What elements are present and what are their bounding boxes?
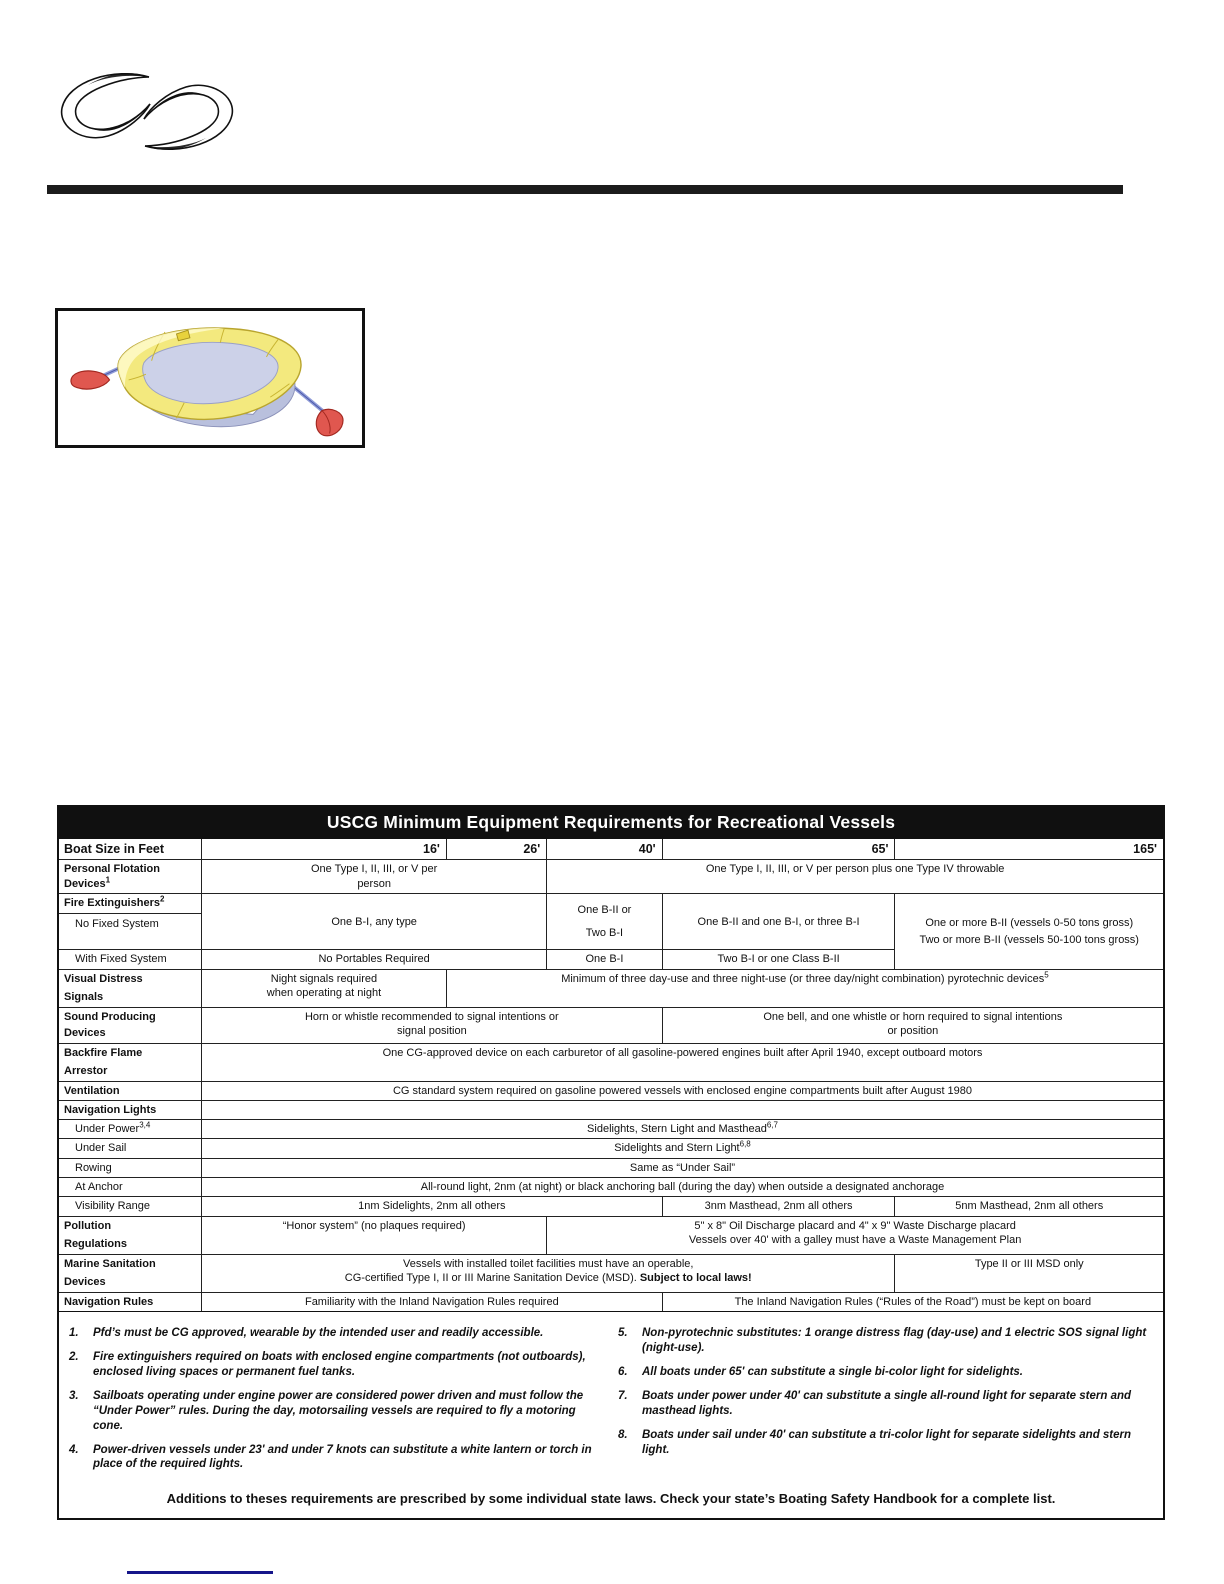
- row-label-pfd: [59, 860, 202, 894]
- cell-marine-main: [202, 1254, 895, 1292]
- label-sub: No Fixed System: [75, 917, 159, 930]
- label-line: Regulations: [64, 1238, 127, 1251]
- cell-line: One Type I, II, III, or V per: [310, 863, 438, 876]
- size-40: 40': [547, 839, 662, 860]
- cell-fire-165: [895, 894, 1163, 969]
- row-label-navigation-rules: Navigation Rules: [59, 1292, 202, 1311]
- boat-size-label: Boat Size in Feet: [59, 839, 202, 860]
- cell-at-anchor: All-round light, 2nm (at night) or black anchoring ball (during the day) when outside a designated anchorage: [202, 1178, 1163, 1197]
- table-row: [59, 1081, 1163, 1100]
- footnote-item: 6. All boats under 65' can substitute a single bi-color light for sidelights.: [618, 1365, 1024, 1378]
- cell-pfd-large: One Type I, II, III, or V per person plus one Type IV throwable: [547, 860, 1163, 894]
- row-label-fire-extinguishers: [59, 894, 202, 950]
- table-row: [59, 1254, 1163, 1292]
- footnotes-left-column: [69, 1326, 604, 1482]
- cell-line: CG-certified Type I, II or III Marine Sanitation Device (MSD). Subject to local laws!: [344, 1271, 752, 1284]
- row-label-pollution: [59, 1216, 202, 1254]
- table-row: [59, 1139, 1163, 1158]
- row-label-navigation-lights: Navigation Lights: [59, 1100, 202, 1119]
- cell-line: One bell, and one whistle or horn required to signal intentions: [763, 1010, 1063, 1023]
- label-line: Arrestor: [64, 1065, 108, 1078]
- table-row: [59, 1292, 1163, 1311]
- row-label-visual-distress: [59, 969, 202, 1007]
- cell-line: Vessels over 40' with a galley must have a Waste Management Plan: [688, 1233, 1022, 1246]
- label-line: Pollution: [64, 1219, 112, 1232]
- footnote-item: 5. Non-pyrotechnic substitutes: 1 orange distress flag (day-use) and 1 electric SOS signal light (night-use).: [618, 1326, 1147, 1354]
- footer-rule-blue: [127, 1571, 273, 1574]
- footnote-item: 1. Pfd’s must be CG approved, wearable by the intended user and readily accessible.: [69, 1326, 544, 1339]
- row-label-under-sail: Under Sail: [59, 1139, 202, 1158]
- cell-vds-rest: Minimum of three day-use and three night-use (or three day/night combination) pyrotechnic devices$^5$: [446, 969, 1163, 1007]
- cell-pollution-large: [547, 1216, 1163, 1254]
- row-label-rowing: Rowing: [59, 1158, 202, 1177]
- table-row: [59, 1043, 1163, 1081]
- label-line: Sound Producing: [64, 1010, 156, 1023]
- label-line: Devices$^1$: [64, 874, 111, 890]
- cell-navrules-a: Familiarity with the Inland Navigation Rules required: [202, 1292, 663, 1311]
- section-rule: [47, 185, 1123, 194]
- size-16: 16': [202, 839, 447, 860]
- label-line: Devices: [64, 1027, 106, 1040]
- cell-line: Two or more B-II (vessels 50-100 tons gross): [919, 933, 1139, 946]
- label-line: Backfire Flame: [64, 1046, 143, 1059]
- row-label-backfire: [59, 1043, 202, 1081]
- raft-figure-frame: [55, 308, 365, 448]
- label-line: Devices: [64, 1276, 106, 1289]
- table-title: USCG Minimum Equipment Requirements for Recreational Vessels: [59, 807, 1163, 839]
- table-row: [59, 1158, 1163, 1177]
- cell-fire-16-26: One B-I, any type: [202, 894, 547, 950]
- table-row: [59, 894, 1163, 950]
- cell-sound-small: [202, 1007, 663, 1043]
- footnote-item: 7. Boats under power under 40' can substitute a single all-round light for separate stern and masthead lights.: [618, 1389, 1132, 1417]
- cell-line: One B-II or: [577, 904, 632, 917]
- cell-under-power: Sidelights, Stern Light and Masthead$^{6,7}$: [202, 1120, 1163, 1139]
- cell-under-sail: Sidelights and Stern Light$^{6,8}$: [202, 1139, 1163, 1158]
- table-row: [59, 1216, 1163, 1254]
- footnote-item: 8. Boats under sail under 40' can substitute a tri-color light for separate sidelights and stern light.: [618, 1428, 1132, 1456]
- row-label-at-anchor: At Anchor: [59, 1178, 202, 1197]
- cell-line: when operating at night: [266, 986, 382, 999]
- cell-fire-40: [547, 894, 662, 950]
- footnote-item: 2. Fire extinguishers required on boats with enclosed engine compartments (not outboards), enclosed living spaces or permanent fuel tanks.: [69, 1350, 586, 1378]
- label-line: Visual Distress: [64, 972, 143, 985]
- cell-marine-165: Type II or III MSD only: [895, 1254, 1163, 1292]
- state-laws-note: Additions to theses requirements are prescribed by some individual state laws. Check your state’s Boating Safety Handbook for a complete list.: [166, 1491, 1056, 1507]
- table-row: [59, 1007, 1163, 1043]
- cell-fire-65: One B-II and one B-I, or three B-I: [662, 894, 895, 950]
- footnote-item: 4. Power-driven vessels under 23' and under 7 knots can substitute a white lantern or torch in place of the required lights.: [69, 1443, 592, 1471]
- cell-navlights-empty: [202, 1100, 1163, 1119]
- label-heading: Fire Extinguishers$^2$: [59, 894, 201, 913]
- cell-wfs-40: One B-I: [547, 950, 662, 969]
- inflatable-raft-illustration-icon: [58, 311, 362, 445]
- footnotes-right-column: [618, 1326, 1153, 1482]
- cell-pollution-small: “Honor system” (no plaques required): [202, 1216, 547, 1254]
- row-label-under-power: Under Power$^{3,4}$: [59, 1120, 202, 1139]
- cell-wfs-16-26: No Portables Required: [202, 950, 547, 969]
- cell-line: Night signals required: [270, 972, 378, 985]
- cell-line: or position: [887, 1024, 939, 1037]
- footnotes: [59, 1312, 1163, 1486]
- cell-backfire: One CG-approved device on each carburetor of all gasoline-powered engines built after April 1940, except outboard motors: [202, 1043, 1163, 1081]
- uscg-requirements-table: [57, 805, 1165, 1520]
- cell-wfs-65: Two B-I or one Class B-II: [662, 950, 895, 969]
- cell-line: 5" x 8" Oil Discharge placard and 4" x 9" Waste Discharge placard: [694, 1219, 1016, 1232]
- label-line: Marine Sanitation: [64, 1257, 156, 1270]
- cell-visibility-c: 5nm Masthead, 2nm all others: [895, 1197, 1163, 1216]
- cell-ventilation: CG standard system required on gasoline powered vessels with enclosed engine compartments built after August 1980: [202, 1081, 1163, 1100]
- cell-line: Two B-I: [585, 926, 624, 939]
- size-65: 65': [662, 839, 895, 860]
- table-row: [59, 1120, 1163, 1139]
- table-row: [59, 1178, 1163, 1197]
- cell-line: signal position: [396, 1024, 467, 1037]
- cell-line: One or more B-II (vessels 0-50 tons gross): [925, 916, 1134, 929]
- cell-line: Vessels with installed toilet facilities must have an operable,: [403, 1257, 694, 1270]
- cell-line: Horn or whistle recommended to signal intentions or: [304, 1010, 559, 1023]
- table-row: [59, 1197, 1163, 1216]
- cell-line: person: [357, 877, 391, 890]
- row-label-marine-sanitation: [59, 1254, 202, 1292]
- row-label-with-fixed-system: With Fixed System: [59, 950, 202, 969]
- label-line: Personal Flotation: [64, 863, 160, 876]
- table-row: [59, 839, 1163, 860]
- row-label-ventilation: Ventilation: [59, 1081, 202, 1100]
- cell-visibility-a: 1nm Sidelights, 2nm all others: [202, 1197, 663, 1216]
- cell-sound-large: [662, 1007, 1163, 1043]
- size-26: 26': [446, 839, 546, 860]
- cell-vds-16: [202, 969, 447, 1007]
- requirements-grid: [59, 839, 1163, 1312]
- row-label-visibility-range: Visibility Range: [59, 1197, 202, 1216]
- table-row: [59, 969, 1163, 1007]
- cell-visibility-b: 3nm Masthead, 2nm all others: [662, 1197, 895, 1216]
- cell-rowing: Same as “Under Sail”: [202, 1158, 1163, 1177]
- cell-pfd-small: [202, 860, 547, 894]
- cell-navrules-b: The Inland Navigation Rules (“Rules of the Road”) must be kept on board: [662, 1292, 1163, 1311]
- table-row: [59, 1100, 1163, 1119]
- row-label-sound-producing: [59, 1007, 202, 1043]
- size-165: 165': [895, 839, 1163, 860]
- table-row: [59, 860, 1163, 894]
- boat-brand-swirl-logo: [52, 64, 242, 159]
- label-line: Signals: [64, 991, 104, 1004]
- footnote-item: 3. Sailboats operating under engine power are considered power driven and must follow the “Under Power” rules. During the day, motorsailing vessels are required to fly a motoring cone.: [69, 1389, 584, 1432]
